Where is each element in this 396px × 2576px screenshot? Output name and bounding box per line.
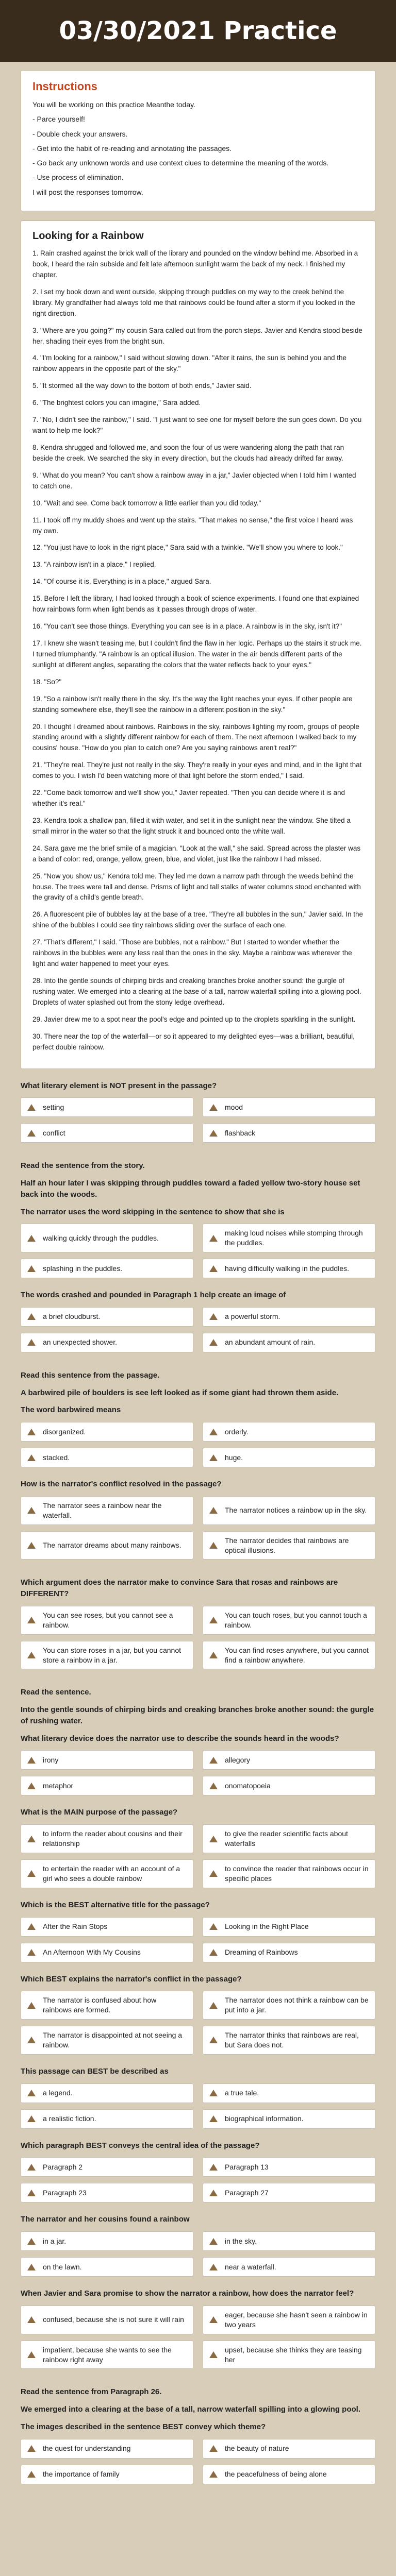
passage-paragraph: 21. "They're real. They're just not really in the sky. They're really in your eyes and mind, and in the light that comes to you. I wish I'd been watching more of that light before the storm ended," I said. bbox=[32, 761, 362, 780]
answer-option[interactable] bbox=[203, 1776, 375, 1795]
passage-paragraph: 14. "Of course it is. Everything is in a place," argued Sara. bbox=[32, 578, 211, 586]
answer-option[interactable] bbox=[21, 1991, 193, 2020]
answer-option[interactable] bbox=[203, 2157, 375, 2177]
triangle-icon bbox=[27, 1783, 36, 1789]
answer-option-label: walking quickly through the puddles. bbox=[43, 1233, 159, 1242]
answer-option-label: biographical information. bbox=[225, 2114, 304, 2123]
answer-option-label: Paragraph 27 bbox=[225, 2188, 269, 2197]
answer-option-label: disorganized. bbox=[43, 1427, 86, 1436]
answer-option[interactable] bbox=[203, 2257, 375, 2277]
answer-option[interactable] bbox=[203, 1917, 375, 1937]
answer-option-label: a powerful storm. bbox=[225, 1312, 280, 1321]
triangle-icon bbox=[27, 2190, 36, 2196]
triangle-icon bbox=[27, 2351, 36, 2358]
answer-option[interactable] bbox=[203, 2306, 375, 2334]
question-stem: The narrator and her cousins found a rainbow bbox=[21, 2215, 190, 2224]
triangle-icon bbox=[209, 1783, 218, 1789]
answer-options bbox=[21, 2083, 375, 2129]
answer-option[interactable] bbox=[21, 1917, 193, 1937]
answer-option-label: metaphor bbox=[43, 1782, 74, 1790]
passage-paragraph: 23. Kendra took a shallow pan, filled it with water, and set it in the sunlight near the window. She tilted a small mirror in the water so that the light struck it and bounced onto the white wall. bbox=[32, 816, 351, 835]
triangle-icon bbox=[27, 1130, 36, 1137]
answer-option[interactable] bbox=[203, 1097, 375, 1117]
passage-paragraph: 13. "A rainbow isn't in a place," I replied. bbox=[32, 561, 156, 569]
question-prompt: What literary device does the narrator use to describe the sounds heard in the woods? bbox=[21, 1734, 339, 1743]
answer-option[interactable] bbox=[203, 2183, 375, 2202]
triangle-icon bbox=[27, 2316, 36, 2323]
answer-options bbox=[21, 1991, 375, 2055]
passage-paragraph: 18. "So?" bbox=[32, 677, 62, 686]
answer-option[interactable] bbox=[203, 2465, 375, 2484]
question bbox=[21, 2214, 375, 2277]
answer-option[interactable] bbox=[21, 2157, 193, 2177]
triangle-icon bbox=[209, 1429, 218, 1435]
question-excerpt: Half an hour later I was skipping through puddles toward a faded yellow two-story house set back into the woods. bbox=[21, 1179, 360, 1199]
question bbox=[21, 1479, 375, 1560]
passage-paragraph: 5. "It stormed all the way down to the bottom of both ends," Javier said. bbox=[32, 382, 252, 390]
answer-option[interactable] bbox=[203, 2341, 375, 2369]
answer-option-label: the importance of family bbox=[43, 2470, 120, 2479]
answer-option-label: The narrator thinks that rainbows are real, but Sara does not. bbox=[225, 2031, 359, 2049]
answer-option[interactable] bbox=[21, 1859, 193, 1888]
question-stem: The words crashed and pounded in Paragraph 1 help create an image of bbox=[21, 1291, 286, 1300]
triangle-icon bbox=[209, 1313, 218, 1320]
answer-option[interactable] bbox=[203, 1859, 375, 1888]
answer-option-label: on the lawn. bbox=[43, 2262, 82, 2271]
answer-option-label: mood bbox=[225, 1103, 243, 1111]
answer-options bbox=[21, 2439, 375, 2484]
answer-option-label: the quest for understanding bbox=[43, 2444, 131, 2453]
triangle-icon bbox=[27, 1507, 36, 1514]
question-stem: Which is the BEST alternative title for the passage? bbox=[21, 1900, 210, 1909]
answer-option[interactable] bbox=[21, 2026, 193, 2055]
answer-option-label: making loud noises while stomping through the puddles. bbox=[225, 1229, 363, 1247]
passage-card bbox=[21, 221, 375, 1069]
answer-option[interactable] bbox=[21, 1123, 193, 1143]
triangle-icon bbox=[209, 2351, 218, 2358]
triangle-icon bbox=[27, 1949, 36, 1956]
answer-option[interactable] bbox=[21, 2465, 193, 2484]
passage-paragraph: 27. "That's different," I said. "Those are bubbles, not a rainbow." But I started to wonder whether the rainbows in the bubbles were any less real than the ones in the sky. Maybe a rainbow was wherever the light and water happened to meet your eyes. bbox=[32, 938, 352, 968]
question-stem: Read this sentence from the passage. bbox=[21, 1370, 160, 1380]
answer-option[interactable] bbox=[203, 1991, 375, 2020]
triangle-icon bbox=[209, 1507, 218, 1514]
answer-option-label: You can find roses anywhere, but you cannot find a rainbow anywhere. bbox=[225, 1646, 369, 1664]
answer-option[interactable] bbox=[21, 2183, 193, 2202]
answer-option[interactable] bbox=[21, 2257, 193, 2277]
answer-option-label: orderly. bbox=[225, 1427, 249, 1436]
answer-option-label: flashback bbox=[225, 1128, 256, 1137]
triangle-icon bbox=[209, 2115, 218, 2122]
instruction-line: - Parce yourself! bbox=[32, 115, 85, 124]
question-stem: How is the narrator's conflict resolved in the passage? bbox=[21, 1480, 222, 1489]
answer-option-label: to give the reader scientific facts about waterfalls bbox=[225, 1829, 348, 1848]
answer-option[interactable] bbox=[203, 1750, 375, 1770]
question bbox=[21, 2288, 375, 2369]
answer-option-label: to convince the reader that rainbows occur in specific places bbox=[225, 1864, 369, 1883]
answer-option[interactable] bbox=[21, 1641, 193, 1670]
answer-option[interactable] bbox=[203, 1259, 375, 1278]
passage-paragraph: 16. "You can't see those things. Everything you can see is in a place. A rainbow is in the sky, isn't it?" bbox=[32, 622, 342, 631]
answer-option-label: a brief cloudburst. bbox=[43, 1312, 101, 1321]
question-excerpt: Which argument does the narrator make to convince Sara that rosas and rainbows are DIFFERENT? bbox=[21, 1578, 338, 1599]
question bbox=[21, 2140, 375, 2203]
question bbox=[21, 1290, 375, 1352]
passage-paragraph: 6. "The brightest colors you can imagine," Sara added. bbox=[32, 399, 201, 407]
triangle-icon bbox=[209, 2445, 218, 2452]
answer-option[interactable] bbox=[203, 1448, 375, 1467]
answer-options bbox=[21, 1917, 375, 1962]
question-stem: What is the MAIN purpose of the passage? bbox=[21, 1808, 178, 1817]
answer-options bbox=[21, 2306, 375, 2369]
triangle-icon bbox=[27, 2238, 36, 2245]
question bbox=[21, 1080, 375, 1143]
answer-option-label: Paragraph 13 bbox=[225, 2162, 269, 2171]
answer-option[interactable] bbox=[21, 2083, 193, 2103]
triangle-icon bbox=[27, 2002, 36, 2009]
passage-paragraph: 8. Kendra shrugged and followed me, and soon the four of us were wandering along the path that ran beside the creek. We searched the sky in every direction, but the clouds had already drifted far away. bbox=[32, 443, 344, 462]
answer-option-label: the beauty of nature bbox=[225, 2444, 289, 2453]
triangle-icon bbox=[209, 1542, 218, 1549]
triangle-icon bbox=[209, 1617, 218, 1623]
triangle-icon bbox=[209, 2090, 218, 2096]
triangle-icon bbox=[27, 1313, 36, 1320]
triangle-icon bbox=[27, 1757, 36, 1764]
triangle-icon bbox=[27, 1617, 36, 1623]
question-excerpt: Into the gentle sounds of chirping birds and creaking branches broke another sound: the gurgle of rushing water. bbox=[21, 1705, 374, 1725]
question bbox=[21, 1900, 375, 1962]
answer-option[interactable] bbox=[21, 1259, 193, 1278]
passage-title: Looking for a Rainbow bbox=[32, 230, 144, 242]
triangle-icon bbox=[27, 1265, 36, 1272]
triangle-icon bbox=[27, 1870, 36, 1877]
answer-option-label: onomatopoeia bbox=[225, 1782, 271, 1790]
answer-option-label: upset, because she thinks they are teasing her bbox=[225, 2345, 362, 2364]
triangle-icon bbox=[27, 2090, 36, 2096]
triangle-icon bbox=[209, 1757, 218, 1764]
answer-option-label: splashing in the puddles. bbox=[43, 1264, 123, 1273]
question-prompt: The images described in the sentence BEST convey which theme? bbox=[21, 2422, 266, 2431]
answer-option-label: confused, because she is not sure it will rain bbox=[43, 2315, 184, 2324]
answer-options bbox=[21, 1606, 375, 1670]
answer-option[interactable] bbox=[203, 2026, 375, 2055]
triangle-icon bbox=[27, 2037, 36, 2043]
answer-option-label: The narrator decides that rainbows are optical illusions. bbox=[225, 1536, 349, 1554]
triangle-icon bbox=[209, 1104, 218, 1111]
triangle-icon bbox=[209, 2164, 218, 2171]
triangle-icon bbox=[27, 1429, 36, 1435]
triangle-icon bbox=[209, 2037, 218, 2043]
passage-paragraph: 12. "You just have to look in the right place," Sara said with a twinkle. "We'll show you where to look." bbox=[32, 544, 343, 552]
answer-option-label: setting bbox=[43, 1103, 64, 1111]
answer-option-label: an unexpected shower. bbox=[43, 1338, 117, 1347]
triangle-icon bbox=[27, 2445, 36, 2452]
question-stem: Which paragraph BEST conveys the central idea of the passage? bbox=[21, 2141, 260, 2150]
answer-option[interactable] bbox=[203, 1606, 375, 1635]
question-prompt: The word barbwired means bbox=[21, 1405, 121, 1415]
passage-paragraph: 9. "What do you mean? You can't show a rainbow away in a jar," Javier objected when I told him I wanted to catch one. bbox=[32, 471, 356, 490]
passage-paragraph: 3. "Where are you going?" my cousin Sara called out from the porch steps. Javier and Kendra stood beside her, shading their eyes from the bright sun. bbox=[32, 326, 362, 345]
answer-options bbox=[21, 1750, 375, 1795]
question bbox=[21, 1160, 375, 1278]
triangle-icon bbox=[209, 1870, 218, 1877]
answer-options bbox=[21, 1307, 375, 1352]
instruction-line: - Get into the habit of re-reading and annotating the passages. bbox=[32, 144, 232, 152]
answer-option-label: You can store roses in a jar, but you cannot store a rainbow in a jar. bbox=[43, 1646, 181, 1664]
answer-option[interactable] bbox=[21, 1496, 193, 1525]
passage-paragraph: 25. "Now you show us," Kendra told me. They led me down a narrow path through the weeds behind the house. The trees were tall and dense. Prisms of light and tall stalks of water columns stood enchanted with the gravity of a child's gentle breath. bbox=[32, 872, 361, 902]
triangle-icon bbox=[27, 1339, 36, 1346]
answer-options bbox=[21, 1496, 375, 1560]
answer-option-label: a legend. bbox=[43, 2089, 73, 2097]
question-prompt: The narrator uses the word skipping in the sentence to show that she is bbox=[21, 1207, 285, 1216]
triangle-icon bbox=[27, 2264, 36, 2270]
passage-paragraph: 7. "No, I didn't see the rainbow," I said. "I just want to see one for myself before the sun goes down. Do you want to help me look?" bbox=[32, 416, 362, 435]
answer-option[interactable] bbox=[21, 2439, 193, 2459]
passage-paragraph: 19. "So a rainbow isn't really there in the sky. It's the way the light reaches your eyes. If other people are standing somewhere else, they'll see the rainbow in a different position in the sky." bbox=[32, 694, 353, 714]
answer-option-label: huge. bbox=[225, 1453, 243, 1462]
answer-option-label: An Afternoon With My Cousins bbox=[43, 1948, 141, 1957]
answer-option[interactable] bbox=[203, 1123, 375, 1143]
instruction-line: - Double check your answers. bbox=[32, 129, 128, 138]
answer-options bbox=[21, 1224, 375, 1278]
question-excerpt: A barbwired pile of boulders is see left looked as if some giant had thrown them aside. bbox=[21, 1388, 339, 1397]
answer-option[interactable] bbox=[21, 1824, 193, 1853]
answer-option[interactable] bbox=[203, 1824, 375, 1853]
instruction-line: - Go back any unknown words and use context clues to determine the meaning of the words. bbox=[32, 159, 329, 167]
answer-option[interactable] bbox=[21, 1224, 193, 1252]
answer-option-label: the peacefulness of being alone bbox=[225, 2470, 327, 2479]
answer-option-label: After the Rain Stops bbox=[43, 1922, 108, 1931]
answer-option-label: You can touch roses, but you cannot touch a rainbow. bbox=[225, 1611, 367, 1629]
instruction-line: You will be working on this practice Meanthe today. bbox=[32, 100, 195, 109]
triangle-icon bbox=[27, 2164, 36, 2171]
answer-option[interactable] bbox=[21, 1943, 193, 1962]
question-stem: Read the sentence from Paragraph 26. bbox=[21, 2387, 162, 2397]
answer-option[interactable] bbox=[21, 1422, 193, 1442]
answer-option[interactable] bbox=[203, 1422, 375, 1442]
answer-option[interactable] bbox=[21, 2341, 193, 2369]
triangle-icon bbox=[209, 1130, 218, 1137]
triangle-icon bbox=[27, 1652, 36, 1658]
triangle-icon bbox=[209, 1652, 218, 1658]
question bbox=[21, 1807, 375, 1888]
answer-options bbox=[21, 1422, 375, 1467]
answer-option[interactable] bbox=[203, 1224, 375, 1252]
question-stem: This passage can BEST be described as bbox=[21, 2066, 169, 2076]
answer-option[interactable] bbox=[21, 2109, 193, 2129]
answer-options bbox=[21, 2231, 375, 2277]
answer-option-label: Looking in the Right Place bbox=[225, 1922, 309, 1931]
triangle-icon bbox=[209, 2471, 218, 2478]
triangle-icon bbox=[209, 1923, 218, 1930]
answer-option[interactable] bbox=[203, 1307, 375, 1327]
answer-option[interactable] bbox=[203, 2231, 375, 2251]
answer-option[interactable] bbox=[21, 1097, 193, 1117]
answer-option[interactable] bbox=[21, 2231, 193, 2251]
passage-paragraph: 30. There near the top of the waterfall—or so it appeared to my delighted eyes—was a brilliant, beautiful, perfect double rainbow. bbox=[32, 1032, 355, 1051]
answer-option[interactable] bbox=[203, 1943, 375, 1962]
answer-option-label: The narrator notices a rainbow up in the sky. bbox=[225, 1506, 367, 1515]
passage-paragraph: 10. "Wait and see. Come back tomorrow a little earlier than you did today." bbox=[32, 499, 261, 507]
answer-option-label: impatient, because she wants to see the rainbow right away bbox=[43, 2345, 172, 2364]
answer-option[interactable] bbox=[21, 2306, 193, 2334]
triangle-icon bbox=[209, 2316, 218, 2323]
question bbox=[21, 1974, 375, 2055]
answer-option-label: The narrator sees a rainbow near the waterfall. bbox=[43, 1501, 162, 1519]
answer-option[interactable] bbox=[203, 1641, 375, 1670]
question bbox=[21, 2386, 375, 2484]
triangle-icon bbox=[27, 1235, 36, 1242]
answer-option[interactable] bbox=[203, 1531, 375, 1560]
answer-option-label: The narrator dreams about many rainbows. bbox=[43, 1541, 182, 1550]
answer-option-label: having difficulty walking in the puddles. bbox=[225, 1264, 350, 1273]
triangle-icon bbox=[209, 2238, 218, 2245]
instruction-line: I will post the responses tomorrow. bbox=[32, 188, 143, 196]
triangle-icon bbox=[209, 1454, 218, 1461]
answer-option-label: You can see roses, but you cannot see a rainbow. bbox=[43, 1611, 173, 1629]
answer-option-label: The narrator is disappointed at not seeing a rainbow. bbox=[43, 2031, 183, 2049]
answer-option-label: in the sky. bbox=[225, 2236, 257, 2245]
passage-paragraph: 11. I took off my muddy shoes and went up the stairs. "That makes no sense," the first voice I heard was my own. bbox=[32, 516, 353, 535]
answer-option-label: an abundant amount of rain. bbox=[225, 1338, 316, 1347]
triangle-icon bbox=[209, 1836, 218, 1842]
instructions-heading: Instructions bbox=[32, 80, 97, 93]
answer-option-label: The narrator is confused about how rainbows are formed. bbox=[43, 1996, 157, 2014]
answer-option-label: a true tale. bbox=[225, 2089, 259, 2097]
passage-paragraph: 20. I thought I dreamed about rainbows. Rainbows in the sky, rainbows lighting my room, groups of people standing around with a slightly different rainbow for each of them. The next afternoon I walked back to my cousins' house. "How do you plan to catch one? Are you saying rainbows aren't real?" bbox=[32, 722, 359, 752]
triangle-icon bbox=[209, 1265, 218, 1272]
answer-option-label: irony bbox=[43, 1756, 59, 1764]
passage-paragraph: 26. A fluorescent pile of bubbles lay at the base of a tree. "They're all bubbles in the sun," Javier said. In the shine of the bubbles I could see tiny rainbows sliding over the surface of each one. bbox=[32, 910, 364, 929]
instructions-card bbox=[21, 70, 375, 211]
triangle-icon bbox=[209, 1235, 218, 1242]
page-header bbox=[0, 0, 396, 62]
triangle-icon bbox=[209, 2002, 218, 2009]
question bbox=[21, 1577, 375, 1669]
answer-option-label: to inform the reader about cousins and their relationship bbox=[43, 1829, 183, 1848]
answer-option-label: in a jar. bbox=[43, 2236, 67, 2245]
answer-option-label: Paragraph 2 bbox=[43, 2162, 83, 2171]
answer-option[interactable] bbox=[203, 1333, 375, 1352]
answer-option-label: Paragraph 23 bbox=[43, 2188, 87, 2197]
answer-option[interactable] bbox=[21, 1606, 193, 1635]
answer-option-label: allegory bbox=[225, 1756, 251, 1764]
passage-paragraph: 22. "Come back tomorrow and we'll show you," Javier repeated. "Then you can decide where it is and whether it's real." bbox=[32, 789, 345, 808]
answer-option-label: conflict bbox=[43, 1128, 65, 1137]
triangle-icon bbox=[27, 2115, 36, 2122]
page-body bbox=[21, 62, 375, 2484]
question bbox=[21, 2066, 375, 2129]
question-stem: When Javier and Sara promise to show the narrator a rainbow, how does the narrator feel? bbox=[21, 2289, 354, 2298]
passage-paragraph: 17. I knew she wasn't teasing me, but I couldn't find the flaw in her logic. Perhaps up the stairs it struck me. I turned triumphantly. "A rainbow is an optical illusion. The water in the air bends different parts of the sunlight at different angles, separating the colors that the water reflects back to your eyes." bbox=[32, 639, 362, 669]
triangle-icon bbox=[27, 1104, 36, 1111]
answer-option-label: eager, because she hasn't seen a rainbow in two years bbox=[225, 2310, 368, 2329]
passage-paragraph: 29. Javier drew me to a spot near the pool's edge and pointed up to the droplets sparkling in the sunlight. bbox=[32, 1015, 356, 1023]
triangle-icon bbox=[209, 1339, 218, 1346]
triangle-icon bbox=[27, 2471, 36, 2478]
question bbox=[21, 1687, 375, 1795]
passage-paragraph: 2. I set my book down and went outside, skipping through puddles on my way to the creek behind the library. My grandfather had always told me that rainbows could be found after a storm if you looked in the right direction. bbox=[32, 287, 355, 317]
question-stem: What literary element is NOT present in the passage? bbox=[21, 1081, 217, 1090]
question bbox=[21, 1370, 375, 1467]
answer-option-label: near a waterfall. bbox=[225, 2262, 276, 2271]
passage-paragraph: 4. "I'm looking for a rainbow," I said without slowing down. "After it rains, the sun is behind you and the rainbow appears in the opposite part of the sky." bbox=[32, 354, 347, 373]
answer-option[interactable] bbox=[21, 1448, 193, 1467]
passage-paragraph: 1. Rain crashed against the brick wall of the library and pounded on the window behind me. Absorbed in a book, I heard the rain subside and felt late afternoon sunlight warm the back of my neck. I finished my chapter. bbox=[32, 249, 358, 279]
question-list bbox=[21, 1080, 375, 2484]
answer-option[interactable] bbox=[203, 2439, 375, 2459]
question-stem: Read the sentence. bbox=[21, 1688, 91, 1697]
instruction-line: - Use process of elimination. bbox=[32, 173, 124, 182]
answer-option[interactable] bbox=[21, 1307, 193, 1327]
triangle-icon bbox=[209, 2190, 218, 2196]
answer-options bbox=[21, 1097, 375, 1143]
answer-options bbox=[21, 1824, 375, 1888]
answer-options bbox=[21, 2157, 375, 2202]
passage-paragraph: 24. Sara gave me the brief smile of a magician. "Look at the wall," she said. Spread across the plaster was a band of color: red, orange, yellow, green, blue, and violet, just like the rainbow I had missed. bbox=[32, 844, 361, 863]
triangle-icon bbox=[27, 1923, 36, 1930]
answer-option-label: Dreaming of Rainbows bbox=[225, 1948, 298, 1957]
page-title: 03/30/2021 Practice bbox=[59, 16, 337, 45]
answer-option-label: The narrator does not think a rainbow can be put into a jar. bbox=[225, 1996, 369, 2014]
triangle-icon bbox=[209, 2264, 218, 2270]
answer-option[interactable] bbox=[203, 2109, 375, 2129]
triangle-icon bbox=[27, 1542, 36, 1549]
answer-option-label: stacked. bbox=[43, 1453, 70, 1462]
answer-option[interactable] bbox=[203, 2083, 375, 2103]
triangle-icon bbox=[27, 1454, 36, 1461]
question-stem: Which BEST explains the narrator's conflict in the passage? bbox=[21, 1974, 242, 1984]
triangle-icon bbox=[209, 1949, 218, 1956]
answer-option[interactable] bbox=[203, 1496, 375, 1525]
passage-paragraphs bbox=[32, 248, 364, 1053]
answer-option[interactable] bbox=[21, 1531, 193, 1560]
answer-option-label: a realistic fiction. bbox=[43, 2114, 96, 2123]
triangle-icon bbox=[27, 1836, 36, 1842]
passage-paragraph: 28. Into the gentle sounds of chirping birds and creaking branches broke another sound: the gurgle of rushing water. We emerged into a clearing at the base of a tall, narrow waterfall spilling into a glowing pool. Droplets of water splashed out from the stony ledge overhead. bbox=[32, 977, 361, 1006]
answer-option-label: to entertain the reader with an account of a girl who sees a double rainbow bbox=[43, 1864, 180, 1883]
passage-paragraph: 15. Before I left the library, I had looked through a book of science experiments. I found one that explained how rainbows form when light bends as it passes through drops of water. bbox=[32, 595, 359, 614]
answer-option[interactable] bbox=[21, 1333, 193, 1352]
question-stem: Read the sentence from the story. bbox=[21, 1161, 145, 1171]
answer-option[interactable] bbox=[21, 1776, 193, 1795]
question-excerpt: We emerged into a clearing at the base of a tall, narrow waterfall spilling into a glowing pool. bbox=[21, 2405, 360, 2414]
answer-option[interactable] bbox=[21, 1750, 193, 1770]
